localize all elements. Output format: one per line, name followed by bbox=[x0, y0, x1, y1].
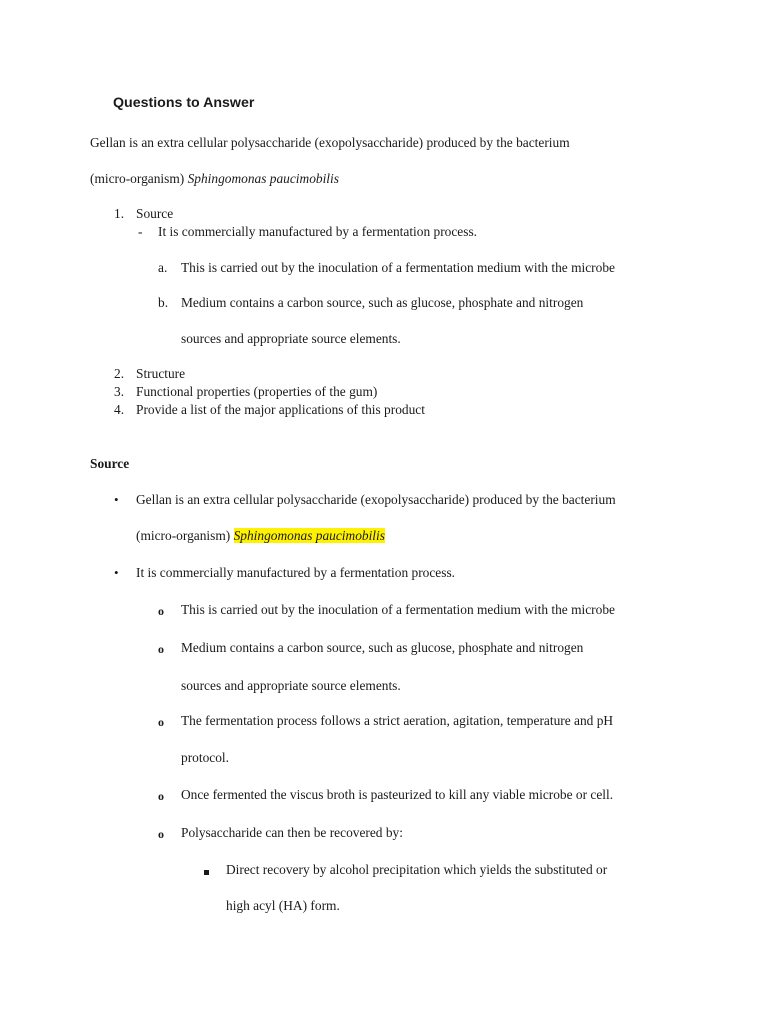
bullet-1-glyph: • bbox=[114, 492, 119, 507]
sub-bullet-3-line-1: The fermentation process follows a strict aeration, agitation, temperature and pH bbox=[181, 713, 614, 728]
q1b-line-1: Medium contains a carbon source, such as glucose, phosphate and nitrogen bbox=[181, 295, 584, 310]
q3-label: Functional properties (properties of the gum) bbox=[136, 384, 378, 399]
q1-dash: - bbox=[138, 224, 143, 239]
bullet-2-text: It is commercially manufactured by a fermentation process. bbox=[136, 565, 456, 580]
sub-bullet-3-line-2: protocol. bbox=[181, 750, 229, 765]
highlighted-species-name: Sphingomonas paucimobilis bbox=[233, 528, 385, 543]
q1a-letter: a. bbox=[158, 260, 168, 275]
intro-line-2-text: (micro-organism) bbox=[90, 171, 188, 186]
intro-line-1: Gellan is an extra cellular polysaccharide (exopolysaccharide) produced by the bacterium bbox=[90, 135, 570, 150]
q4-label: Provide a list of the major applications of this product bbox=[136, 402, 425, 417]
sub-bullet-1-text: This is carried out by the inoculation of a fermentation medium with the microbe bbox=[181, 602, 615, 617]
source-heading: Source bbox=[90, 456, 130, 471]
q1-dash-text: It is commercially manufactured by a fermentation process. bbox=[158, 224, 478, 239]
q4-number: 4. bbox=[114, 402, 125, 417]
q1a-text: This is carried out by the inoculation of a fermentation medium with the microbe bbox=[181, 260, 615, 275]
q1-number: 1. bbox=[114, 206, 125, 221]
square-bullet-icon bbox=[204, 870, 209, 875]
q1b-letter: b. bbox=[158, 295, 169, 310]
tertiary-bullet-glyph bbox=[204, 862, 209, 880]
sub-bullet-4-text: Once fermented the viscus broth is pasteurized to kill any viable microbe or cell. bbox=[181, 787, 614, 802]
sub-bullet-5-glyph: o bbox=[158, 827, 164, 841]
bullet-1-line-2-text: (micro-organism) bbox=[136, 528, 234, 543]
q1b-line-2: sources and appropriate source elements. bbox=[181, 331, 401, 346]
bullet-1-line-1: Gellan is an extra cellular polysaccharide (exopolysaccharide) produced by the bacterium bbox=[136, 492, 616, 507]
q2-number: 2. bbox=[114, 366, 125, 381]
sub-bullet-5-text: Polysaccharide can then be recovered by: bbox=[181, 825, 403, 840]
q2-label: Structure bbox=[136, 366, 186, 381]
sub-bullet-4-glyph: o bbox=[158, 789, 164, 803]
sub-bullet-2-line-2: sources and appropriate source elements. bbox=[181, 678, 401, 693]
tertiary-bullet-line-2: high acyl (HA) form. bbox=[226, 898, 340, 913]
tertiary-bullet-line-1: Direct recovery by alcohol precipitation which yields the substituted or bbox=[226, 862, 608, 877]
sub-bullet-2-glyph: o bbox=[158, 642, 164, 656]
sub-bullet-2-line-1: Medium contains a carbon source, such as glucose, phosphate and nitrogen bbox=[181, 640, 584, 655]
page-title: Questions to Answer bbox=[113, 95, 255, 111]
bullet-1-line-2 bbox=[136, 527, 385, 545]
bullet-2-glyph: • bbox=[114, 565, 119, 580]
q3-number: 3. bbox=[114, 384, 125, 399]
intro-line-2 bbox=[90, 170, 339, 188]
sub-bullet-3-glyph: o bbox=[158, 715, 164, 729]
species-name: Sphingomonas paucimobilis bbox=[187, 171, 339, 186]
q1-label: Source bbox=[136, 206, 174, 221]
sub-bullet-1-glyph: o bbox=[158, 604, 164, 618]
